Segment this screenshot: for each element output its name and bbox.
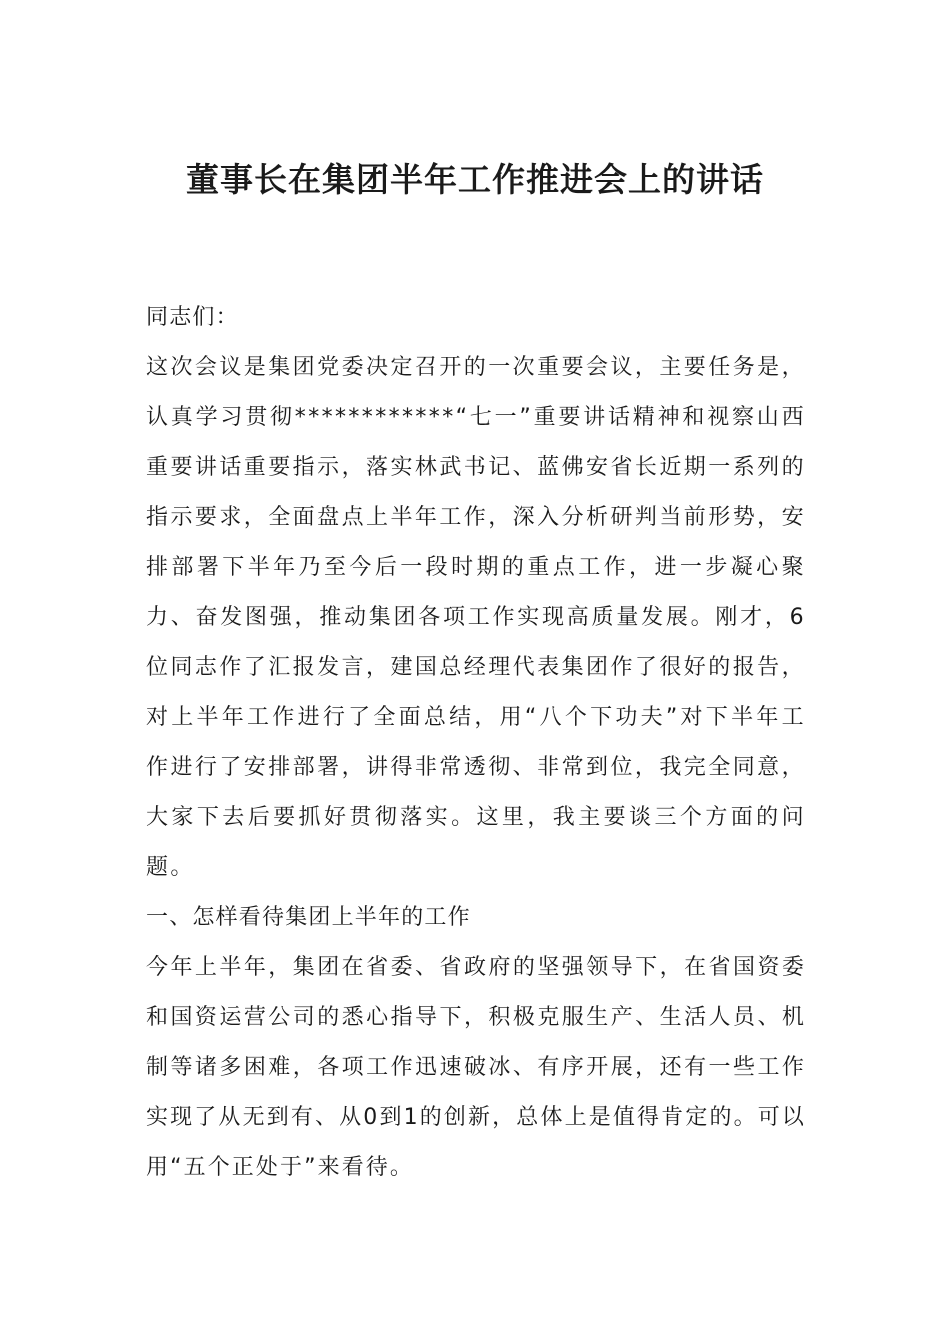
- section-heading: 一、怎样看待集团上半年的工作: [146, 905, 471, 930]
- section-paragraph: 今年上半年，集团在省委、省政府的坚强领导下，在省国资委和国资运营公司的悉心指导下，积极克服生产、生活人员、机制等诸多困难，各项工作迅速破冰、有序开展，还有一些工作实现了从无到有、从0到1的创新，总体上是值得肯定的。可以用“五个正处于”来看待。: [146, 955, 806, 1180]
- document-title: 董事长在集团半年工作推进会上的讲话: [186, 160, 764, 199]
- document-body: [146, 293, 806, 1193]
- intro-paragraph: 这次会议是集团党委决定召开的一次重要会议，主要任务是，认真学习贯彻************“七一”重要讲话精神和视察山西重要讲话重要指示，落实林武书记、蓝佛安省长近期一系列的指示要求，全面盘点上半年工作，深入分析研判当前形势，安排部署下半年乃至今后一段时期的重点工作，进一步凝心聚力、奋发图强，推动集团各项工作实现高质量发展。刚才，6位同志作了汇报发言，建国总经理代表集团作了很好的报告，对上半年工作进行了全面总结，用“八个下功夫”对下半年工作进行了安排部署，讲得非常透彻、非常到位，我完全同意，大家下去后要抓好贯彻落实。这里，我主要谈三个方面的问题。: [146, 355, 806, 880]
- salutation: 同志们：: [146, 305, 239, 330]
